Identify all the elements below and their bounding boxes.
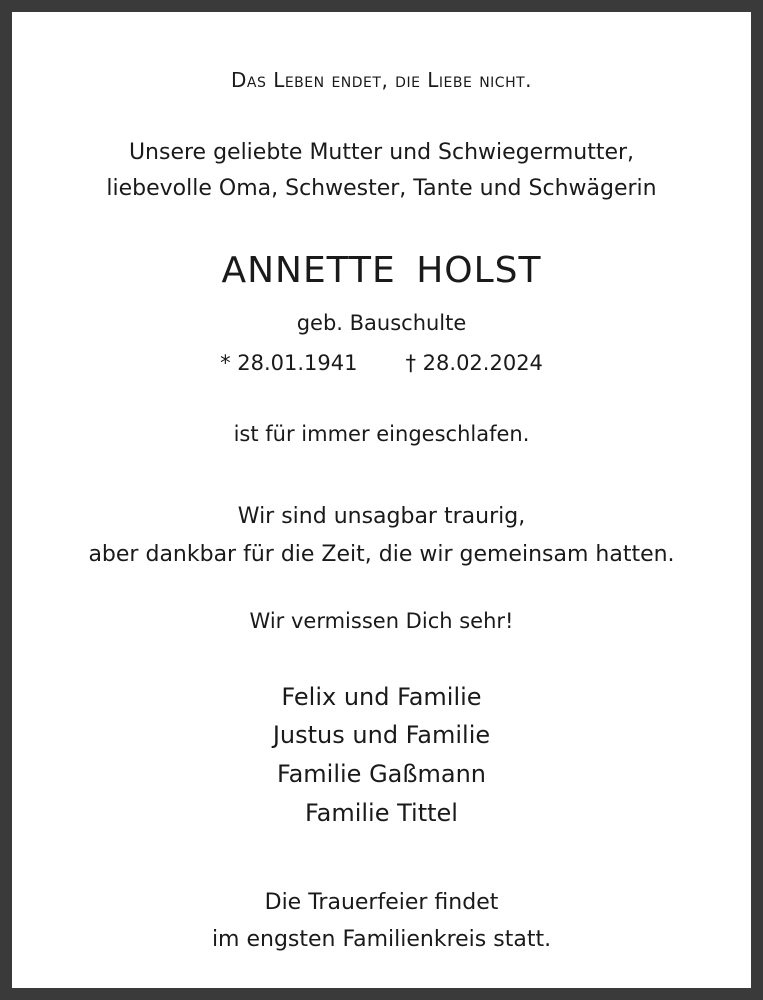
- motto: Das Leben endet, die Liebe nicht.: [230, 68, 533, 92]
- intro-line: liebevolle Oma, Schwester, Tante und Schwägerin: [106, 176, 657, 201]
- passing-text: ist für immer eingeschlafen.: [233, 422, 530, 446]
- birth-name: geb. Bauschulte: [296, 311, 467, 335]
- mourner-name: Familie Tittel: [305, 799, 458, 827]
- sentiment-line: Wir sind unsagbar traurig,: [237, 504, 526, 529]
- deceased-name: ANNETTE HOLST: [221, 250, 542, 291]
- funeral-note: Die Trauerfeier findet: [264, 890, 499, 915]
- intro-line: Unsere geliebte Mutter und Schwiegermutter,: [128, 140, 635, 165]
- funeral-note: im engsten Familienkreis statt.: [211, 927, 552, 952]
- mourner-name: Familie Gaßmann: [276, 760, 486, 788]
- birth-date: * 28.01.1941: [220, 351, 358, 375]
- miss-text: Wir vermissen Dich sehr!: [249, 609, 514, 633]
- mourner-name: Felix und Familie: [281, 683, 482, 711]
- death-date: † 28.02.2024: [405, 351, 543, 375]
- sentiment-line: aber dankbar für die Zeit, die wir gemeinsam hatten.: [88, 542, 675, 567]
- life-dates: [12, 351, 751, 375]
- mourner-name: Justus und Familie: [272, 721, 491, 749]
